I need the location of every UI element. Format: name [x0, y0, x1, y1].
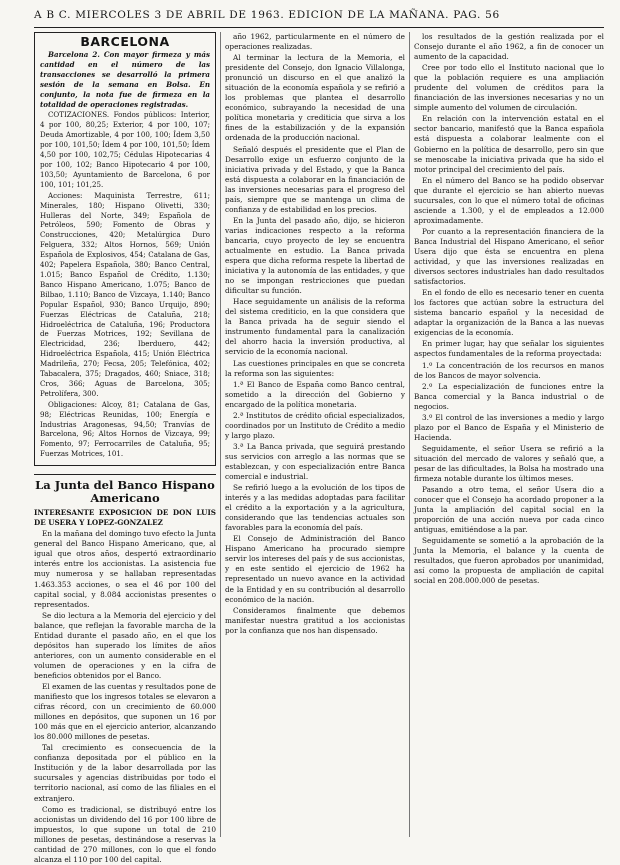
- article-paragraph: Como es tradicional, se distribuyó entre los accionistas un dividendo del 16 por 100 libre de impuestos, lo que supone un total de 210 millones de pesetas, destinándose a reservas la cantidad de 270 millones, con lo que el fondo alcanza el 110 por 100 del capital.: [34, 804, 216, 864]
- article-paragraph: El examen de las cuentas y resultados pone de manifiesto que los ingresos totales se elevaron a cifras récord, con un crecimiento de 60.000 millones en depósitos, que suponen un 16 por 100 más que en el ejercicio anterior, alcanzando los 80.000 millones de pesetas.: [34, 682, 216, 742]
- article-paragraph: Hace seguidamente un análisis de la reforma del sistema crediticio, en la que considera que la Banca privada ha de seguir siendo el instrumento fundamental para la canalización del ahorro hacia la inversión productiva, al servicio de la economía nacional.: [225, 297, 405, 357]
- article-paragraph: Señaló después el presidente que el Plan de Desarrollo exige un esfuerzo conjunto de la iniciativa privada y del Estado, y que la Banca está dispuesta a colaborar en la financiación de las inversiones necesarias para el progreso del país, siempre que se mantenga un clima de confianza y de estabilidad en los precios.: [225, 144, 405, 214]
- article-paragraph: Consideramos finalmente que debemos manifestar nuestra gratitud a los accionistas por la confianza que nos han dispensado.: [225, 605, 405, 635]
- column-right: [414, 32, 604, 837]
- article-paragraph: Pasando a otro tema, el señor Usera dio a conocer que el Consejo ha acordado proponer a la Junta la ampliación del capital social en la proporción de una acción nueva por cada cinco antiguas, emitiéndose a la par.: [414, 485, 604, 535]
- column-rule: [220, 32, 221, 837]
- barcelona-box: [34, 32, 216, 466]
- article-paragraph: Las cuestiones principales en que se concreta la reforma son las siguientes:: [225, 358, 405, 378]
- article-paragraph: 1.º La concentración de los recursos en manos de los Bancos de mayor solvencia.: [414, 360, 604, 380]
- page-header: A B C. MIERCOLES 3 DE ABRIL DE 1963. EDICION DE LA MAÑANA. PAG. 56: [34, 9, 604, 28]
- column-rule: [409, 32, 410, 837]
- article-paragraph: Cree por todo ello el Instituto nacional que lo que la población requiere es una ampliación prudente del volumen de créditos para la financiación de las inversiones necesarias y no un simple aumento del volumen de circulación.: [414, 63, 604, 113]
- article-paragraph: los resultados de la gestión realizada por el Consejo durante el año 1962, a fin de conocer un aumento de la capacidad.: [414, 32, 604, 62]
- barcelona-paragraph: COTIZACIONES. Fondos públicos: Interior, 4 por 100, 80,25; Exterior, 4 por 100, 107; Deuda Amortizable, 4 por 100, 100; Ídem 3,50 por 100, 101,50; Ídem 4 por 100, 101,50; Ídem 4,50 por 100, 102,75; Cédulas Hipotecarias 4 por 100, 102; Banco Hipotecario 4 por 100, 103,50; Ayuntamiento de Barcelona, 6 por 100, 101; 101,25.: [40, 110, 210, 189]
- article-paragraph: 2.º La especialización de funciones entre la Banca comercial y la Banca industrial o de negocios.: [414, 381, 604, 411]
- column-middle: [225, 32, 405, 837]
- article-paragraph: 3.º El control de las inversiones a medio y largo plazo por el Banco de España y el Ministerio de Hacienda.: [414, 412, 604, 442]
- barcelona-intro: Barcelona 2. Con mayor firmeza y más cantidad en el número de las transacciones se desarrolló la primera sesión de la semana en Bolsa. En conjunto, la nota fue de firmeza en la totalidad de operaciones registradas.: [40, 50, 210, 109]
- article-paragraph: 1.ª El Banco de España como Banco central, sometido a la dirección del Gobierno y encargado de la política monetaria.: [225, 379, 405, 409]
- article-paragraph: En la mañana del domingo tuvo efecto la Junta general del Banco Hispano Americano, que, al igual que otros años, despertó extraordinario interés entre los accionistas. La asistencia fue muy numerosa y se hallaban representadas 1.463.353 acciones, o sea el 46 por 100 del capital social, y 8.084 accionistas presentes o representados.: [34, 529, 216, 609]
- article-paragraph: 2.ª Institutos de crédito oficial especializados, coordinados por un Instituto de Crédito a medio y largo plazo.: [225, 410, 405, 440]
- barcelona-paragraph: Acciones: Maquinista Terrestre, 611; Minerales, 180; Hispano Olivetti, 330; Hulleras del Norte, 349; Española de Petróleos, 590; Fomento de Obras y Construcciones, 420; Metalúrgica Duro Felguera, 332; Altos Hornos, 569; Unión Española de Explosivos, 454; Catalana de Gas, 402; Papelera Española, 380; Banco Central, 1.015; Banco Español de Crédito, 1.130; Banco Hispano Americano, 1.075; Banco de Bilbao, 1.110; Banco de Vizcaya, 1.140; Banco Popular Español, 930; Banco Urquijo, 890; Fuerzas Eléctricas de Cataluña, 218; Hidroeléctrica de Cataluña, 196; Productora de Fuerzas Motrices, 192; Sevillana de Electricidad, 236; Iberduero, 442; Hidroeléctrica Española, 415; Unión Eléctrica Madrileña, 270; Fecsa, 205; Telefónica, 402; Tabacalera, 375; Dragados, 460; Sniace, 318; Cros, 366; Aguas de Barcelona, 305; Petrolífera, 300.: [40, 190, 210, 398]
- article-subtitle: INTERESANTE EXPOSICION DE DON LUIS DE USERA Y LOPEZ-GONZALEZ: [34, 508, 216, 528]
- article-paragraph: Al terminar la lectura de la Memoria, el presidente del Consejo, don Ignacio Villalonga, pronunció un discurso en el que analizó la situación de la economía española y se refirió a los problemas que plantea el desarrollo económico, subrayando la necesidad de una política monetaria y crediticia que sirva a los fines de la estabilización y de la expansión ordenada de la producción nacional.: [225, 53, 405, 143]
- article-paragraph: 3.ª La Banca privada, que seguirá prestando sus servicios con arreglo a las normas que se establezcan, y con especialización entre Banca comercial e industrial.: [225, 441, 405, 482]
- article-paragraph: Tal crecimiento es consecuencia de la confianza depositada por el público en la Institución y de la labor desarrollada por las sucursales y agencias distribuidas por todo el territorio nacional, así como de las filiales en el extranjero.: [34, 743, 216, 803]
- article-paragraph: Por cuanto a la representación financiera de la Banca Industrial del Hispano Americano, el señor Usera dijo que ésta se encuentra en plena actividad, y que las inversiones realizadas en diversos sectores industriales han dado resultados satisfactorios.: [414, 226, 604, 287]
- article-paragraph: En primer lugar, hay que señalar los siguientes aspectos fundamentales de la reforma proyectada:: [414, 339, 604, 359]
- article-paragraph: En el número del Banco se ha podido observar que durante el ejercicio se han abierto nuevas sucursales, con lo que el número total de oficinas asciende a 1.300, y el de empleados a 12.000 aproximadamente.: [414, 175, 604, 225]
- barcelona-title: BARCELONA: [80, 34, 170, 49]
- article-headline: La Junta del Banco Hispano Americano: [34, 474, 216, 505]
- article-paragraph: año 1962, particularmente en el número de operaciones realizadas.: [225, 32, 405, 52]
- article-paragraph: Seguidamente, el señor Usera se refirió a la situación del mercado de valores y señaló que, a pesar de las dificultades, la Bolsa ha mostrado una firmeza notable durante los últimos meses.: [414, 443, 604, 484]
- article-paragraph: En la Junta del pasado año, dijo, se hicieron varias indicaciones respecto a la reforma bancaria, cuyo proyecto de ley se encuentra actualmente en estudio. La Banca privada espera que dicha reforma respete la libertad de iniciativa y la autonomía de las entidades, y que no se impongan restricciones que puedan dificultar su función.: [225, 215, 405, 296]
- article-paragraph: Se dio lectura a la Memoria del ejercicio y del balance, que reflejan la favorable marcha de la Entidad durante el pasado año, en el que los depósitos han superado los límites de años anteriores, con un aumento considerable en el volumen de operaciones y en la cifra de beneficios obtenidos por el Banco.: [34, 610, 216, 680]
- article-paragraph: El Consejo de Administración del Banco Hispano Americano ha procurado siempre servir los intereses del país y de sus accionistas, y en este sentido el ejercicio de 1962 ha representado un nuevo avance en la actividad de la Entidad y en su contribución al desarrollo económico de la nación.: [225, 534, 405, 604]
- barcelona-paragraph: Obligaciones: Alcoy, 81; Catalana de Gas, 98; Eléctricas Reunidas, 100; Energía e Industrias Aragonesas, 94,50; Tranvías de Barcelona, 96; Altos Hornos de Vizcaya, 99; Fomento, 97; Ferrocarriles de Cataluña, 95; Fuerzas Motrices, 101.: [40, 399, 210, 459]
- column-left: [34, 32, 216, 864]
- article-paragraph: Seguidamente se sometió a la aprobación de la Junta la Memoria, el balance y la cuenta de resultados, que fueron aprobados por unanimidad, así como la propuesta de ampliación de capital social en 208.000.000 de pesetas.: [414, 536, 604, 586]
- article-paragraph: En el fondo de ello es necesario tener en cuenta los factores que actúan sobre la estructura del sistema bancario español y la necesidad de adaptar la organización de la Banca a las nuevas exigencias de la economía.: [414, 288, 604, 338]
- article-paragraph: En relación con la intervención estatal en el sector bancario, manifestó que la Banca española está dispuesta a colaborar lealmente con el Gobierno en la política de desarrollo, pero sin que se menoscabe la iniciativa privada que ha sido el motor principal del crecimiento del país.: [414, 114, 604, 174]
- article-paragraph: Se refirió luego a la evolución de los tipos de interés y a las medidas adoptadas para facilitar el crédito a la exportación y a la agricultura, considerando que las tendencias actuales son favorables para la economía del país.: [225, 483, 405, 533]
